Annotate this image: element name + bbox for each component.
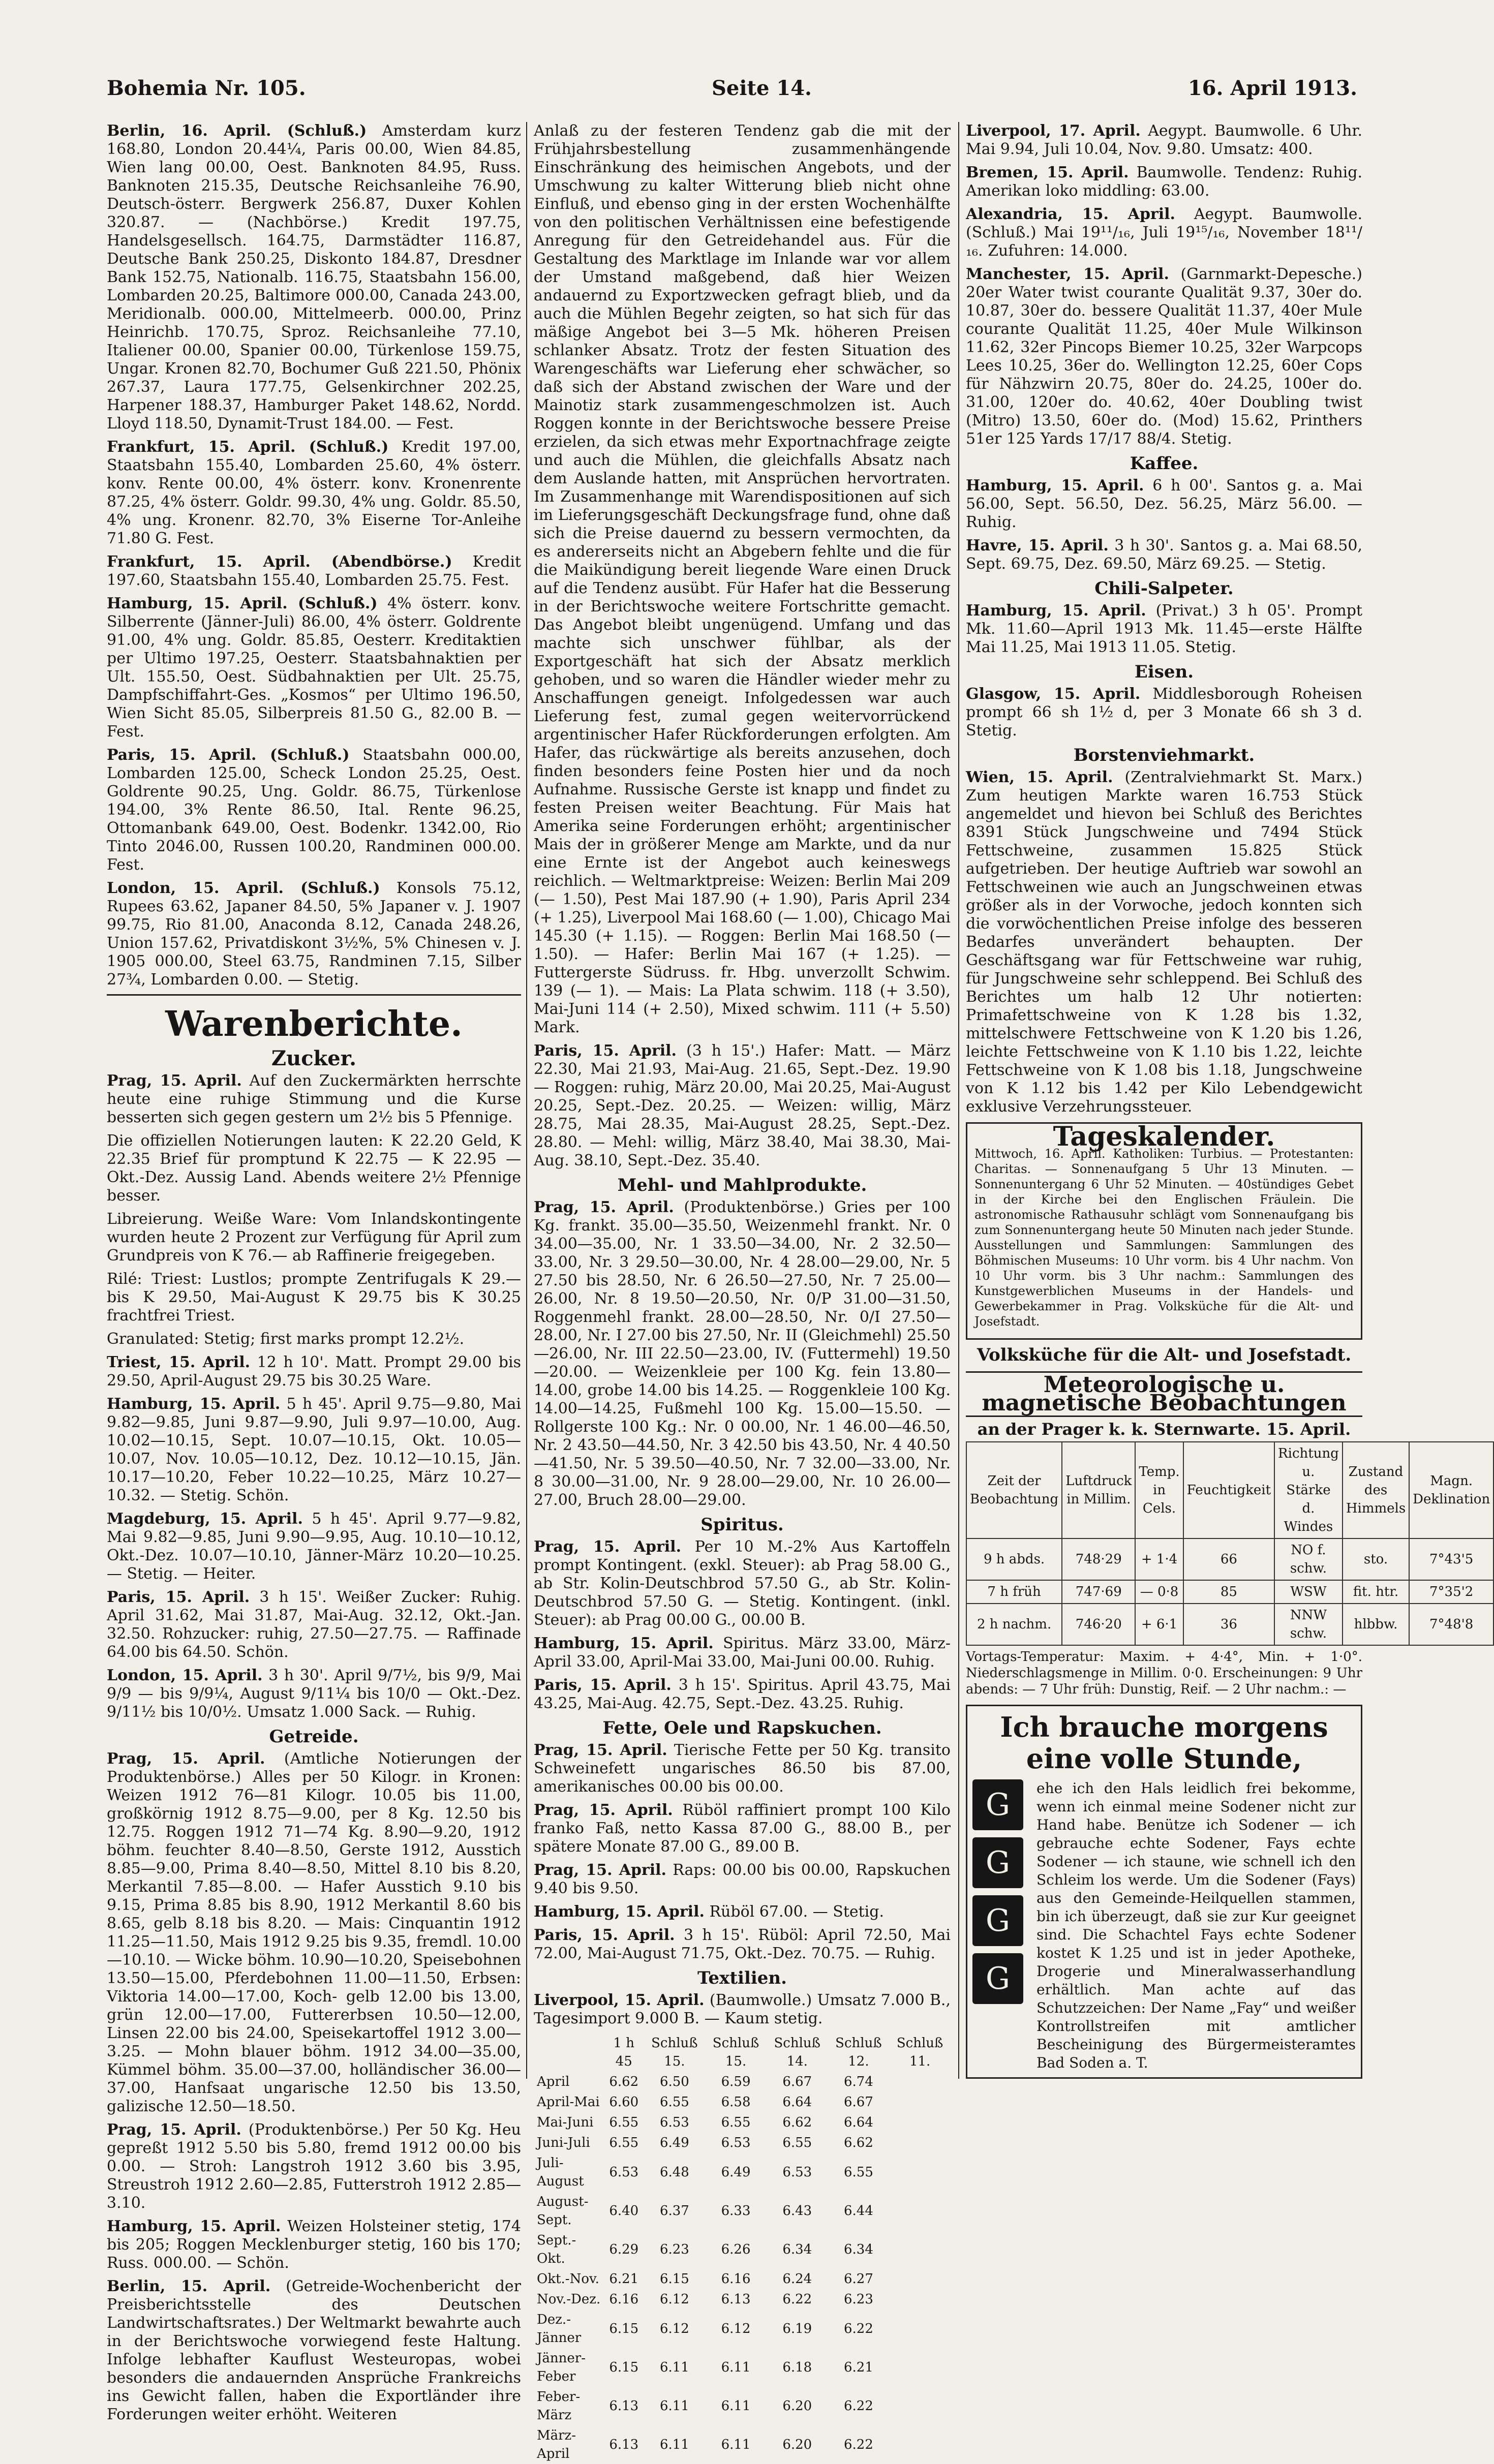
table-cell: 6.16 — [609, 2292, 639, 2307]
table-cell: 747·69 — [1062, 1580, 1135, 1604]
masthead-issue: Bohemia Nr. 105. — [107, 76, 306, 100]
table-cell: 6.55 — [721, 2115, 751, 2130]
advertisement-logo-strip — [972, 1779, 1028, 2072]
table-cell: 6.16 — [721, 2271, 751, 2287]
report-kaffee-havre: Havre, 15. April. 3 h 30'. Santos g. a. Mai 68.50, Sept. 69.75, Dez. 69.50, März 69.25. — Stetig. — [966, 537, 1363, 573]
table-cell: 6.20 — [782, 2398, 812, 2414]
table-cell: 6.15 — [609, 2321, 639, 2336]
table-row — [966, 1538, 1493, 1580]
table-header-row — [534, 2033, 951, 2072]
table-cell: 6.22 — [844, 2437, 873, 2452]
meteorology-subtitle: an der Prager k. k. Sternwarte. 15. April. — [977, 1420, 1351, 1439]
table-cell: 6.64 — [844, 2115, 873, 2130]
column-2 — [534, 122, 951, 2464]
table-cell: 6.22 — [782, 2292, 812, 2307]
subheading-chili: Chili-Salpeter. — [1094, 578, 1234, 599]
table-cell: 6.55 — [609, 2135, 639, 2150]
table-cell: 6.55 — [609, 2115, 639, 2130]
table-cell: 6.22 — [844, 2321, 873, 2336]
report-paris: Paris, 15. April. (Schluß.) Staatsbahn 000.00, Lombarden 125.00, Scheck London 25.25, Oest. Goldrente 90.25, Ung. Goldr. 86.75, Türkenlose 194.00, 3% Rente 86.50, Ital. Rente 96.25, Ottomanbank 649.00, Oest. Bodenkr. 1342.00, Rio Tinto 2046.00, Russen 100.20, Randminen 000.00. Fest. — [107, 746, 521, 874]
report-magdeburg: Magdeburg, 15. April. 5 h 45'. April 9.77—9.82, Mai 9.82—9.85, Juni 9.90—9.95, Aug. 10.10—10.12, Okt.-Dez. 10.07—10.10, Jänner-März 10.20—10.25. — Stetig. — Heiter. — [107, 1510, 521, 1583]
table-cell: 6.15 — [659, 2271, 689, 2287]
report-fette-3: Prag, 15. April. Raps: 00.00 bis 00.00, Rapskuchen 9.40 bis 9.50. — [534, 1861, 951, 1897]
table-row — [534, 2112, 951, 2133]
table-cell: 6.64 — [782, 2095, 812, 2110]
table-cell: Dez.-Jänner — [537, 2312, 582, 2346]
report-spiritus-hamburg: Hamburg, 15. April. Spiritus. März 33.00, März-April 33.00, April-Mai 33.00, Mai-Juni 00.00. Ruhig. — [534, 1635, 951, 1671]
table-cell: + 6·1 — [1135, 1604, 1183, 1645]
table-cell: 6.21 — [844, 2360, 873, 2375]
table-cell: 7°48'8 — [1409, 1604, 1493, 1645]
advertisement-headline: Ich brauche morgens eine volle Stunde, — [1000, 1711, 1328, 1775]
column-3 — [966, 122, 1490, 2079]
table-header-cell: Luftdruck in Millim. — [1062, 1442, 1135, 1538]
table-cell: 6.15 — [609, 2360, 639, 2375]
table-cell: 6.67 — [844, 2095, 873, 2110]
table-cell: 6.13 — [609, 2437, 639, 2452]
paragraph: Die offiziellen Notierungen lauten: K 22.20 Geld, K 22.35 Brief für promptund K 22.75 — K 22.95 — Okt.-Dez. Aussig Land. Abends weitere 2½ Pfennige besser. — [107, 1132, 521, 1205]
meteorology-table — [966, 1441, 1494, 1646]
table-header-cell — [534, 2033, 604, 2072]
report-fette-2: Prag, 15. April. Rüböl raffiniert prompt 100 Kilo franko Faß, netto Kassa 87.00 G., 88.00 B., per spätere Monate 87.00 G., 89.00 B. — [534, 1801, 951, 1856]
table-header-cell: Magn. Deklination — [1409, 1442, 1493, 1538]
table-cell: April — [537, 2074, 570, 2089]
subheading-textilien: Textilien. — [697, 1968, 787, 1988]
table-cell: 6.11 — [659, 2360, 689, 2375]
table-cell: 6.74 — [844, 2074, 873, 2089]
table-row — [966, 1604, 1493, 1645]
subheading-zucker: Zucker. — [271, 1046, 357, 1070]
report-mehl-prag: Prag, 15. April. (Produktenbörse.) Gries per 100 Kg. frankt. 35.00—35.50, Weizenmehl frankt. Nr. 0 34.00—35.00, Nr. 1 33.50—34.00, Nr. 2 32.50—33.00, Nr. 3 29.50—30.00, Nr. 4 28.00—29.00, Nr. 5 27.50 bis 28.50, Nr. 6 26.50—27.50, Nr. 7 25.00—26.00, Nr. 8 19.50—20.50, Nr. 0/P 31.00—31.50, Roggenmehl frankt. 28.00—28.50, Nr. 0/I 27.50—28.00, Nr. I 27.00 bis 27.50, Nr. II (Gleichmehl) 25.50—26.00, Nr. III 22.50—23.00, IV. (Futtermehl) 19.50—20.00. — Weizenkleie per 100 Kg. fein 13.80—14.00, grobe 14.00 bis 14.25. — Roggenkleie 100 Kg. 14.00—14.25, Fußmehl 100 Kg. 15.00—15.50. — Rollgerste 100 Kg.: Nr. 0 00.00, Nr. 1 46.00—46.50, Nr. 2 43.50—44.50, Nr. 3 42.50 bis 43.50, Nr. 4 40.50—41.50, Nr. 5 39.50—40.50, Nr. 7 32.00—33.00, Nr. 8 30.00—31.00, Nr. 9 28.00—29.00, Nr. 10 26.00—27.00, Bruch 28.00—29.00. — [534, 1198, 951, 1509]
table-cell: August-Sept. — [537, 2194, 589, 2228]
tageskalender-box — [966, 1122, 1362, 1340]
table-cell: 6.67 — [782, 2074, 812, 2089]
table-header-cell: Temp. in Cels. — [1135, 1442, 1183, 1538]
report-bremen: Bremen, 15. April. Baumwolle. Tendenz: Ruhig. Amerikan loko middling: 63.00. — [966, 164, 1362, 200]
table-cell: 6.24 — [782, 2271, 812, 2287]
report-berlin: Berlin, 16. April. (Schluß.) Amsterdam kurz 168.80, London 20.44¼, Paris 00.00, Wien 84.85, Wien lang 00.00, Oest. Banknoten 84.95, Russ. Banknoten 215.35, Deutsche Reichsanleihe 76.90, Deutsch-österr. Bergwerk 256.87, Duxer Kohlen 320.87. — (Nachbörse.) Kredit 197.75, Handelsgesellsch. 164.75, Darmstädter 116.87, Deutsche Bank 250.25, Diskonto 184.87, Dresdner Bank 152.75, Nationalb. 116.75, Staatsbahn 156.00, Lombarden 20.25, Baltimore 000.00, Canada 243.00, Meridionalb. 000.00, Mittelmeerb. 000.00, Prinz Heinrichb. 170.75, Sproz. Reichsanleihe 77.10, Italiener 00.00, Spanier 00.00, Türkenlose 159.75, Ungar. Kronen 82.70, Bochumer Guß 221.50, Phönix 267.37, Laura 177.75, Gelsenkirchner 202.25, Harpener 188.37, Hamburger Paket 148.62, Nordd. Lloyd 118.50, Dynamit-Trust 184.00. — Fest. — [107, 122, 521, 433]
table-cell: 7°43'5 — [1409, 1538, 1493, 1580]
table-cell: 6.55 — [844, 2165, 873, 2180]
subheading-spiritus: Spiritus. — [700, 1515, 784, 1535]
table-cell: 6.26 — [721, 2242, 751, 2257]
subheading-eisen: Eisen. — [1134, 662, 1194, 682]
table-cell: Sept.-Okt. — [537, 2233, 576, 2266]
table-cell: 6.55 — [782, 2135, 812, 2150]
table-cell: 7 h früh — [966, 1580, 1062, 1604]
table-cell: 6.53 — [782, 2165, 812, 2180]
table-cell: 6.11 — [721, 2437, 751, 2452]
table-cell: 66 — [1183, 1538, 1274, 1580]
advertisement-sodener — [966, 1705, 1362, 2079]
table-cell: NNW schw. — [1274, 1604, 1343, 1645]
table-cell: 6.53 — [609, 2165, 639, 2180]
column-divider — [526, 122, 527, 2079]
table-cell: 6.44 — [844, 2203, 873, 2219]
masthead-page-number: Seite 14. — [712, 76, 812, 100]
report-chili: Hamburg, 15. April. (Privat.) 3 h 05'. Prompt Mk. 11.60—April 1913 Mk. 11.45—erste Hälfte Mai 11.25, Mai 1913 11.05. Stetig. — [966, 602, 1362, 656]
section-divider — [107, 994, 521, 996]
table-cell: 6.37 — [659, 2203, 689, 2219]
table-cell: 6.43 — [782, 2203, 812, 2219]
report-borstenvieh: Wien, 15. April. (Zentralviehmarkt St. Marx.) Zum heutigen Markte waren 16.753 Stück angemeldet und hievon bei Schluß des Berichtes 8391 Stück Jungschweine und 7494 Stück Fettschweine, zusammen 15.825 Stück aufgetrieben. Der heutige Auftrieb war sowohl an Fettschweinen wie auch an Jungschweinen etwas größer als in der Vorwoche, jedoch konnten sich die vorwöchentlichen Preise infolge des besseren Bedarfes unverändert behaupten. Der Geschäftsgang war für Fettschweine war ruhig, für Jungschweine sehr schleppend. Bei Schluß des Berichtes um halb 12 Uhr notierten: Primafettschweine von K 1.28 bis 1.32, mittelschwere Fettschweine von K 1.20 bis 1.26, leichte Fettschweine von K 1.10 bis 1.22, leichte Fettschweine von K 1.08 bis 1.18, Jungschweine von K 1.12 bis 1.42 per Kilo Lebendgewicht exklusive Verzehrungssteuer. — [966, 768, 1362, 1116]
table-header-cell: Zustand des Himmels — [1343, 1442, 1409, 1538]
subheading-mehl: Mehl- und Mahlprodukte. — [617, 1175, 867, 1195]
tageskalender-text: Mittwoch, 16. April. Katholiken: Turbius. — Protestanten: Charitas. — Sonnenaufgang 5 Uhr 13 Minuten. — Sonnenuntergang 6 Uhr 52 Minuten. — 40stündiges Gebet in der Kirche bei den Englischen Fräulein. Die astronomische Rathausuhr schlägt vom Sonnenaufgang bis zum Sonnenuntergang heute 50 Minuten nach jeder Stunde. Ausstellungen und Sammlungen: Sammlungen des Böhmischen Museums: 10 Uhr vorm. bis 4 Uhr nachm. Von 10 Uhr vorm. bis 3 Uhr nachm.: Sammlungen des Kunstgewerblichen Museums in der Handels- und Gewerbekammer in Prag. Volksküche für die Alt- und Josefstadt. — [974, 1147, 1354, 1329]
table-cell: fit. htr. — [1343, 1580, 1409, 1604]
table-row — [534, 2425, 951, 2464]
table-row — [534, 2309, 951, 2348]
table-cell: 6.23 — [844, 2292, 873, 2307]
table-row — [534, 2387, 951, 2425]
table-row — [534, 2192, 951, 2230]
table-cell: 85 — [1183, 1580, 1274, 1604]
report-hamburg: Hamburg, 15. April. (Schluß.) 4% österr. konv. Silberrente (Jänner-Juli) 86.00, 4% österr. Goldrente 91.00, 4% ung. Goldr. 85.85, Oesterr. Kreditaktien per Ultimo 197.25, Oesterr. Staatsbahnaktien per Ult. 155.50, Oest. Südbahnaktien per Ult. 25.75, Dampfschiffahrt-Ges. „Kosmos“ per Ultimo 196.50, Wien Sicht 85.05, Silberpreis 81.50 G., 82.00 B. — Fest. — [107, 595, 521, 741]
report-fette-1: Prag, 15. April. Tierische Fette per 50 Kg. transito Schweinefett ungarisches 86.50 bis 87.00, amerikanisches 00.00 bis 00.00. — [534, 1741, 951, 1796]
table-cell: März-April — [537, 2428, 576, 2461]
table-cell: 6.60 — [609, 2095, 639, 2110]
report-fette-5: Paris, 15. April. 3 h 15'. Rüböl: April 72.50, Mai 72.00, Mai-August 71.75, Okt.-Dez. 70.75. — Ruhig. — [534, 1926, 951, 1962]
table-cell: 6.34 — [782, 2242, 812, 2257]
paragraph: Rilé: Triest: Lustlos; prompte Zentrifugals K 29.— bis K 29.50, Mai-August K 29.75 bis K 30.25 frachtfrei Triest. — [107, 1270, 521, 1325]
table-cell: 6.11 — [659, 2437, 689, 2452]
volkskueche-heading: Volksküche für die Alt- und Josefstadt. — [977, 1345, 1352, 1365]
report-paris-zucker: Paris, 15. April. 3 h 15'. Weißer Zucker: Ruhig. April 31.62, Mai 31.87, Mai-Aug. 32.12, Okt.-Jan. 32.50. Rohzucker: ruhig, 27.50—27.75. — Raffinade 64.00 bis 64.50. Schön. — [107, 1588, 521, 1661]
advertisement-body: ehe ich den Hals leidlich frei bekomme, wenn ich einmal meine Sodener nicht zur Hand habe. Benütze ich Sodener — ich gebrauche echte Sodener, Fays echte Sodener — ich staune, wie schnell ich den Schleim los werde. Um die Sodener (Fays) aus den Gemeinde-Heilquellen stammen, bin ich überzeugt, daß sie zur Kur geeignet sind. Die Schachtel Fays echte Sodener kostet K 1.25 und ist in jeder Apotheke, Drogerie und Mineralwasserhandlung erhältlich. Man achte auf das Schutzzeichen: Der Name „Fay“ und weißer Kontrollstreifen mit amtlicher Bescheinigung des Bürgermeisteramtes Bad Soden a. T. — [1036, 1780, 1356, 2071]
table-cell: — 0·8 — [1135, 1580, 1183, 1604]
report-london-zucker: London, 15. April. 3 h 30'. April 9/7½, bis 9/9, Mai 9/9 — bis 9/9¼, August 9/11¼ bis 10/0 — Okt.-Dez. 9/11½ bis 10/0½. Umsatz 1.000 Sack. — Ruhig. — [107, 1667, 521, 1721]
table-row — [534, 2348, 951, 2387]
subheading-getreide: Getreide. — [269, 1727, 359, 1747]
table-header-row — [966, 1442, 1493, 1538]
subheading-fette: Fette, Oele und Rapskuchen. — [602, 1718, 882, 1738]
report-frankfurt: Frankfurt, 15. April. (Schluß.) Kredit 197.00, Staatsbahn 155.40, Lombarden 25.60, 4% österr. konv. Rente 00.00, 4% österr. konv. Kronenrente 87.25, 4% österr. Goldr. 99.30, 4% ung. Goldr. 85.50, 4% ung. Kronenr. 82.70, 3% Eiserne Tor-Anleihe 71.80 G. Fest. — [107, 438, 521, 547]
table-header-cell: Zeit der Beobachtung — [966, 1442, 1062, 1538]
fays-logo-icon: G — [972, 1779, 1023, 1830]
paragraph-continued: Anlaß zu der festeren Tendenz gab die mit der Frühjahrsbestellung zusammenhängende Einschränkung des heimischen Angebots, und der Umschwung zu kalter Witterung blieb nicht ohne Einfluß, und ebenso ging in der ersten Wochenhälfte von den politischen Verhältnissen eine befestigende Anregung für den Getreidehandel aus. Für die Gestaltung des Marktlage im Inlande war vor allem der Umstand maßgebend, daß hier Weizen andauernd zu Exportzwecken gefragt blieb, und da auch die Mühlen Begehr zeigten, so hat sich für das mäßige Angebot bei 3—5 Mk. höheren Preisen schlanker Absatz. Trotz der festen Situation des Warengeschäfts war Lieferung eher schwächer, so daß sich der Abstand zwischen der Ware und der Mainotiz stark zusammengeschmolzen ist. Auch Roggen konnte in der Berichtswoche bessere Preise erzielen, da sich etwas mehr Exportnachfrage zeigte und auch die Mühlen, die gleichfalls Absatz nach dem Auslande hatten, mit Ansprüchen hervortraten. Im Zusammenhange mit Warendispositionen auf sich im Lieferungsgeschäft Deckungsfrage fund, ohne daß sich die Preise dauernd zu bessern vermochten, da es andererseits nicht an Abgebern fehlte und die für die Maikündigung bereit liegende Ware einen Druck auf die Tendenz ausübt. Für Hafer hat die Besserung in der Berichtswoche weitere Fortschritte gemacht. Das Angebot bleibt ungenügend. Umfang und das machte sich unschwer fühlbar, als der Exportgeschäft hat sich der Absatz merklich gehoben, und so waren die Händler wieder mehr zu Anschaffungen geneigt. Infolgedessen war auch Lieferung fest, zumal gegen weitervorrückend argentinischer Hafer Rückforderungen erfolgten. Am Hafer, das rückwärtige als bereits anzusehen, doch finden besonders feine Posten hier und da noch Aufnahme. Russische Gerste ist knapp und findet zu festen Preisen weiter Beachtung. Für Mais hat Amerika seine Forderungen erhöht; argentinischer Mais der in größerer Menge am Markte, und da nur eine Ernte ist der Angebot auch keineswegs reichlich. — Weltmarktpreise: Weizen: Berlin Mai 209 (— 1.50), Pest Mai 187.90 (+ 1.90), Paris April 234 (+ 1.25), Liverpool Mai 168.60 (— 1.00), Chicago Mai 145.30 (+ 1.15). — Roggen: Berlin Mai 168.50 (— 1.50). — Hafer: Berlin Mai 167 (+ 1.25). — Futtergerste Südruss. fr. Hbg. unverzollt Schwim. 139 (— 1). — Mais: La Plata schwim. 118 (+ 3.50), Mai-Juni 114 (+ 2.50), Mixed schwim. 111 (+ 5.50) Mark. — [534, 122, 951, 1036]
paragraph: Libreierung. Weiße Ware: Vom Inlandskontingente wurden heute 2 Prozent zur Verfügung für April zum Grundpreis von K 76.— ab Raffinerie freigegeben. — [107, 1210, 521, 1265]
report-eisen: Glasgow, 15. April. Middlesborough Roheisen prompt 66 sh 1½ d, per 3 Monate 66 sh 3 d. Stetig. — [966, 685, 1363, 740]
table-cell: hlbbw. — [1343, 1604, 1409, 1645]
table-cell: 6.29 — [609, 2242, 639, 2257]
table-cell: Okt.-Nov. — [537, 2271, 599, 2287]
table-cell: 6.12 — [721, 2321, 751, 2336]
table-header-cell: Schluß 15. — [712, 2036, 759, 2069]
report-berlin-getreide: Berlin, 15. April. (Getreide-Wochenbericht der Preisberichtsstelle des Deutschen Landwirtschaftsrates.) Der Weltmarkt bewahrte auch in der Berichtswoche vorwiegend feste Haltung. Infolge lebhafter Kauflust Westeuropas, wobei besonders die andauernden Ansprüche Frankreichs ins Gewicht fallen, haben die Exportländer ihre Forderungen weiter erhöht. Weiteren — [107, 2277, 521, 2423]
table-cell: 6.13 — [609, 2398, 639, 2414]
table-row — [966, 1580, 1493, 1604]
table-cell: 6.12 — [659, 2321, 689, 2336]
report-zucker-prag: Prag, 15. April. Auf den Zuckermärkten herrschte heute eine ruhige Stimmung und die Kurse besserten sich gegen gestern um 2½ bis 5 Pfennige. — [107, 1072, 521, 1126]
table-cell: 6.13 — [721, 2292, 751, 2307]
table-cell: 6.49 — [721, 2165, 751, 2180]
report-spiritus-prag: Prag, 15. April. Per 10 M.-2% Aus Kartoffeln prompt Kontingent. (exkl. Steuer): ab Prag 58.00 G., ab Str. Kolin-Deutschbrod 57.50 G., ab Str. Kolin-Deutschbrod 57.50 G. — Stetig. Kontingent. (inkl. Steuer): ab Prag 00.00 G., 00.00 B. — [534, 1538, 951, 1629]
table-cell: 6.48 — [659, 2165, 689, 2180]
table-cell: Feber-März — [537, 2389, 581, 2423]
table-cell: 6.53 — [659, 2115, 689, 2130]
report-produktenboerse: Prag, 15. April. (Produktenbörse.) Per 50 Kg. Heu gepreßt 1912 5.50 bis 5.80, fremd 1912 00.00 bis 0.00. — Stroh: Langstroh 1912 3.60 bis 3.95, Streustroh 1912 2.60—2.85, Futterstroh 1912 2.85—3.10. — [107, 2121, 522, 2212]
table-row — [534, 2289, 951, 2309]
table-cell: Mai-Juni — [537, 2115, 594, 2130]
table-cell: Jänner-Feber — [537, 2351, 586, 2384]
table-cell: 6.62 — [844, 2135, 873, 2150]
report-triest: Triest, 15. April. 12 h 10'. Matt. Prompt 29.00 bis 29.50, April-August 29.75 bis 30.25 Ware. — [107, 1353, 522, 1390]
report-london: London, 15. April. (Schluß.) Konsols 75.12, Rupees 63.62, Japaner 84.50, 5% Japaner v. J. 1907 99.75, Rio 81.00, Anaconda 8.12, Canada 248.26, Union 157.62, Privatdiskont 3½%, 5% Chinesen v. J. 1905 000.00, Steel 63.75, Randminen 7.15, Silber 27¾, Lombarden 0.00. — Stetig. — [107, 879, 521, 989]
table-cell: 6.59 — [721, 2074, 751, 2089]
table-cell: + 1·4 — [1135, 1538, 1183, 1580]
table-cell: WSW — [1274, 1580, 1343, 1604]
table-header-cell: Richtung u. Stärke d. Windes — [1274, 1442, 1343, 1538]
table-cell: 6.62 — [609, 2074, 639, 2089]
table-cell: 6.20 — [782, 2437, 812, 2452]
column-1 — [107, 122, 521, 2429]
report-liverpool: Liverpool, 17. April. Aegypt. Baumwolle. 6 Uhr. Mai 9.94, Juli 10.04, Nov. 9.80. Umsatz: 400. — [966, 122, 1362, 158]
paragraph: Granulated: Stetig; first marks prompt 12.2½. — [107, 1330, 465, 1348]
meteorology-title: Meteorologische u. magnetische Beobachtungen — [966, 1371, 1362, 1417]
table-cell: April-Mai — [537, 2095, 600, 2110]
table-cell: 6.12 — [659, 2292, 689, 2307]
table-cell: 6.58 — [721, 2095, 751, 2110]
table-cell: 7°35'2 — [1409, 1580, 1493, 1604]
table-cell: 6.19 — [782, 2321, 812, 2336]
report-paris-getreide: Paris, 15. April. (3 h 15'.) Hafer: Matt. — März 22.30, Mai 21.93, Mai-Aug. 21.65, Sept.-Dez. 19.90 — Roggen: ruhig, März 20.00, Mai 20.25, Mai-August 20.25, Sept.-Dez. 20.25. — Weizen: willig, März 28.75, Mai 28.35, Mai-August 28.25, Sept.-Dez. 28.80. — Mehl: willig, März 38.40, Mai 38.30, Mai-Aug. 38.10, Sept.-Dez. 35.40. — [534, 1042, 951, 1169]
tageskalender-title: Tageskalender. — [1053, 1121, 1275, 1152]
cotton-price-rows — [534, 2072, 951, 2464]
table-header-cell: Schluß 11. — [896, 2036, 943, 2069]
table-cell: 9 h abds. — [966, 1538, 1062, 1580]
report-frankfurt-evening: Frankfurt, 15. April. (Abendbörse.) Kredit 197.60, Staatsbahn 155.40, Lombarden 25.75. Fest. — [107, 553, 521, 589]
table-cell: 6.22 — [844, 2398, 873, 2414]
table-row — [534, 2092, 951, 2112]
report-alexandria: Alexandria, 15. April. Aegypt. Baumwolle. (Schluß.) Mai 19¹¹/₁₆, Juli 19¹⁵/₁₆, November 18¹¹/₁₆. Zufuhren: 14.000. — [966, 205, 1362, 260]
cotton-price-table — [534, 2033, 951, 2464]
table-cell: 6.33 — [721, 2203, 751, 2219]
masthead — [107, 76, 1357, 112]
table-cell: 6.62 — [782, 2115, 812, 2130]
subheading-borstenvieh: Borstenviehmarkt. — [1073, 745, 1255, 765]
table-cell: 36 — [1183, 1604, 1274, 1645]
report-fette-4: Hamburg, 15. April. Rüböl 67.00. — Stetig. — [534, 1903, 885, 1921]
table-cell: NO f. schw. — [1274, 1538, 1343, 1580]
meteorology-footnote: Vortags-Temperatur: Maxim. + 4·4°, Min. + 1·0°. Niederschlagsmenge in Millim. 0·0. Erscheinungen: 9 Uhr abends: — 7 Uhr früh: Dunstig, Reif. — 2 Uhr nachm.: — — [966, 1649, 1362, 1697]
table-cell: 6.23 — [659, 2242, 689, 2257]
report-hamburg-getreide: Hamburg, 15. April. Weizen Holsteiner stetig, 174 bis 205; Roggen Mecklenburger stetig, 160 bis 170; Russ. 000.00. — Schön. — [107, 2217, 521, 2272]
table-header-cell: 1 h 45 — [613, 2036, 635, 2069]
report-getreide-prag: Prag, 15. April. (Amtliche Notierungen der Produktenbörse.) Alles per 50 Kilogr. in Kronen: Weizen 1912 76—81 Kilogr. 10.05 bis 11.00, großkörnig 1912 8.75—9.00, per 8 Kg. 12.50 bis 12.75. Roggen 1912 71—74 Kg. 8.90—9.20, 1912 böhm. feuchter 8.40—8.50, Gerste 1912, Ausstich 8.85—9.00, Prima 8.40—8.50, Mittel 8.10 bis 8.20, Merkantil 7.85—8.00. — Hafer Ausstich 9.10 bis 9.15, Prima 8.85 bis 8.90, 1912 Merkantil 8.60 bis 8.65, gelb 8.18 bis 8.20. — Mais: Cinquantin 1912 11.25—11.50, Mais 1912 9.25 bis 9.35, fremdl. 10.00—10.10. — Wicke böhm. 10.90—10.20, Speisebohnen 13.50—15.00, Pferdebohnen 11.00—11.50, Erbsen: Viktoria 14.00—17.00, Koch- gelb 12.00 bis 13.00, grün 12.00—17.00, Futtererbsen 10.50—12.00, Linsen 22.00 bis 24.00, Speisekartoffel 1912 3.00—3.25. — Mohn blauer böhm. 1912 34.00—35.00, Kümmel böhm. 35.00—37.00, holländischer 36.00—37.00, Hanfsaat ungarische 12.50 bis 13.50, galizische 12.50—18.50. — [107, 1750, 521, 2115]
meteorology-rows — [966, 1538, 1493, 1645]
report-manchester: Manchester, 15. April. (Garnmarkt-Depesche.) 20er Water twist courante Qualität 9.37, 30er do. 10.87, 30er do. bessere Qualität 11.37, 40er Mule courante Qualität 11.25, 40er Mule Wilkinson 11.62, 32er Pincops Biemer 10.25, 32er Warpcops Lees 10.25, 36er do. Wellington 12.25, 60er Cops für Nähzwirn 20.75, 80er do. 24.25, 100er do. 31.00, 120er do. 40.62, 40er Doubling twist (Mitro) 13.50, 60er do. (Mod) 15.62, Printhers 51er 125 Yards 17/17 88/4. Stetig. — [966, 265, 1362, 448]
table-cell: 6.49 — [659, 2135, 689, 2150]
table-row — [534, 2133, 951, 2153]
table-cell: 746·20 — [1062, 1604, 1135, 1645]
table-cell: 2 h nachm. — [966, 1604, 1062, 1645]
subheading-kaffee: Kaffee. — [1130, 453, 1199, 474]
table-cell: 6.40 — [609, 2203, 639, 2219]
table-row — [534, 2153, 951, 2192]
table-cell: 6.50 — [659, 2074, 689, 2089]
report-spiritus-paris: Paris, 15. April. 3 h 15'. Spiritus. April 43.75, Mai 43.25, Mai-Aug. 42.75, Sept.-Dez. 43.25. Ruhig. — [534, 1676, 951, 1712]
table-cell: 6.21 — [609, 2271, 639, 2287]
table-cell: 748·29 — [1062, 1538, 1135, 1580]
table-header-cell: Feuchtigkeit — [1183, 1442, 1274, 1538]
table-header-cell: Schluß 15. — [651, 2036, 698, 2069]
table-cell: 6.27 — [844, 2271, 873, 2287]
table-cell: 6.55 — [659, 2095, 689, 2110]
report-kaffee-hamburg: Hamburg, 15. April. 6 h 00'. Santos g. a. Mai 56.00, Sept. 56.50, Dez. 56.25, März 56.00. — Ruhig. — [966, 477, 1362, 531]
report-textilien: Liverpool, 15. April. (Baumwolle.) Umsatz 7.000 B., Tagesimport 9.000 B. — Kaum stetig. — [534, 1991, 951, 2027]
table-cell: 6.18 — [782, 2360, 812, 2375]
table-cell: Juni-Juli — [537, 2135, 590, 2150]
table-cell: sto. — [1343, 1538, 1409, 1580]
column-divider — [958, 122, 959, 2079]
table-row — [534, 2269, 951, 2289]
table-cell: 6.34 — [844, 2242, 873, 2257]
table-cell: 6.11 — [721, 2360, 751, 2375]
table-cell: 6.11 — [721, 2398, 751, 2414]
table-row — [534, 2230, 951, 2269]
report-hamburg-zucker: Hamburg, 15. April. 5 h 45'. April 9.75—9.80, Mai 9.82—9.85, Juni 9.87—9.90, Juli 9.97—10.00, Aug. 10.02—10.15, Sept. 10.07—10.15, Okt. 10.05—10.07, Nov. 10.05—10.12, Dez. 10.12—10.15, Jän. 10.17—10.20, Feber 10.22—10.25, März 10.27—10.32. — Stetig. Schön. — [107, 1395, 521, 1504]
table-header-cell: Schluß 12. — [835, 2036, 882, 2069]
fays-logo-icon: G — [972, 1953, 1023, 2004]
table-cell: Juli-August — [537, 2155, 584, 2189]
fays-logo-icon: G — [972, 1837, 1023, 1888]
table-row — [534, 2072, 951, 2092]
masthead-date: 16. April 1913. — [1187, 76, 1357, 100]
section-heading-warenberichte: Warenberichte. — [165, 1004, 463, 1044]
table-cell: 6.53 — [721, 2135, 751, 2150]
fays-logo-icon: G — [972, 1895, 1023, 1946]
table-header-cell: Schluß 14. — [774, 2036, 821, 2069]
table-cell: Nov.-Dez. — [537, 2292, 601, 2307]
table-cell: 6.11 — [659, 2398, 689, 2414]
